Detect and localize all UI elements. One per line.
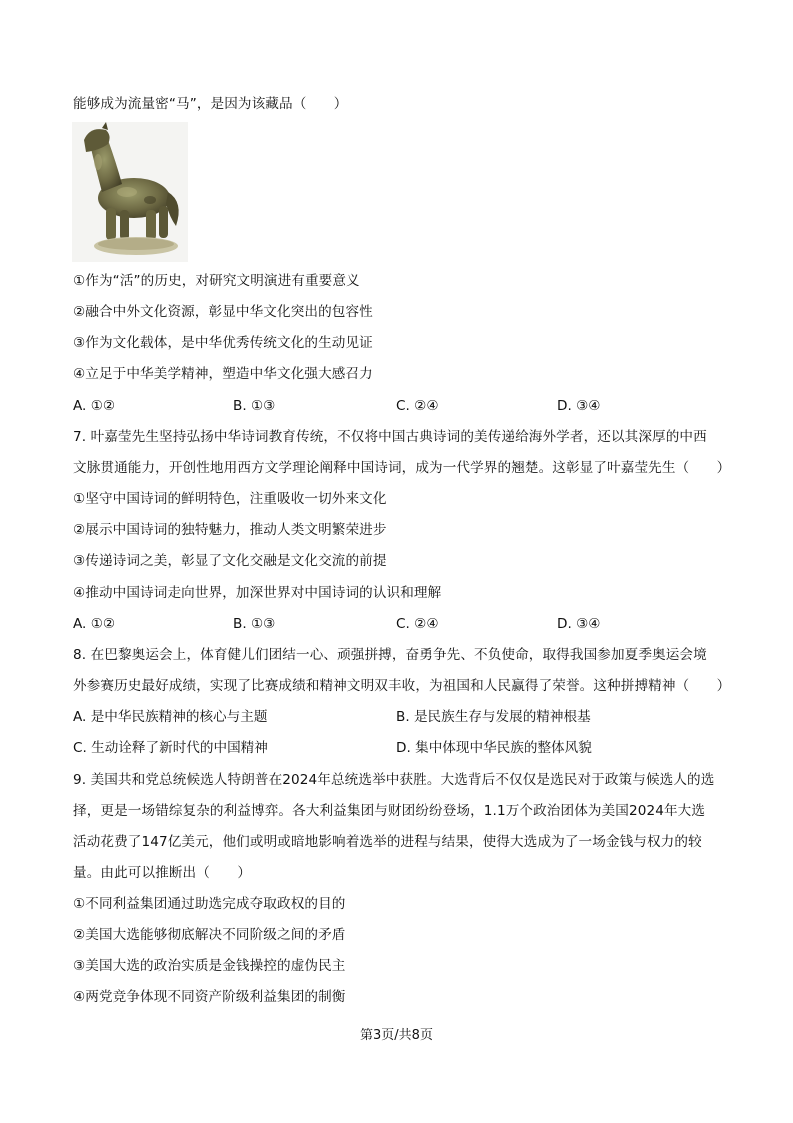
q7-option-c[interactable]: C. ②④	[396, 616, 439, 632]
q9-stem-line-1: 9. 美国共和党总统候选人特朗普在2024年总统选举中获胜。大选背后不仅仅是选民对于政策与候选人的选	[73, 772, 715, 788]
page-number: 第3页/共8页	[360, 1028, 433, 1043]
q7-option-d[interactable]: D. ③④	[557, 616, 601, 632]
q9-stem-line-2: 择，更是一场错综复杂的利益博弈。各大利益集团与财团纷纷登场，1.1万个政治团体为美国2024年大选	[73, 803, 706, 819]
q8-option-a[interactable]: A. 是中华民族精神的核心与主题	[73, 709, 268, 725]
q9-statement-3: ③美国大选的政治实质是金钱操控的虚伪民主	[73, 958, 346, 974]
q6-statement-4: ④立足于中华美学精神，塑造中华文化强大感召力	[73, 366, 373, 382]
q7-stem-line-1: 7. 叶嘉莹先生坚持弘扬中华诗词教育传统，不仅将中国古典诗词的美传递给海外学者，还以其深厚的中西	[73, 429, 707, 445]
jade-horse-image	[72, 122, 188, 262]
q9-statement-2: ②美国大选能够彻底解决不同阶级之间的矛盾	[73, 927, 346, 943]
q7-option-a[interactable]: A. ①②	[73, 616, 116, 632]
q6-option-b[interactable]: B. ①③	[233, 398, 276, 414]
q9-stem-line-3: 活动花费了147亿美元，他们或明或暗地影响着选举的进程与结果，使得大选成为了一场金钱与权力的较	[73, 834, 702, 850]
q8-option-b[interactable]: B. 是民族生存与发展的精神根基	[396, 709, 591, 725]
q7-statement-4: ④推动中国诗词走向世界，加深世界对中国诗词的认识和理解	[73, 585, 442, 601]
q6-option-c[interactable]: C. ②④	[396, 398, 439, 414]
q9-statement-4: ④两党竞争体现不同资产阶级利益集团的制衡	[73, 989, 346, 1005]
q8-stem-line-2: 外参赛历史最好成绩，实现了比赛成绩和精神文明双丰收，为祖国和人民赢得了荣誉。这种拼搏精神（ ）	[73, 678, 731, 694]
q9-statement-1: ①不同利益集团通过助选完成夺取政权的目的	[73, 896, 346, 912]
q6-option-d[interactable]: D. ③④	[557, 398, 601, 414]
q8-stem-line-1: 8. 在巴黎奥运会上，体育健儿们团结一心、顽强拼搏，奋勇争先、不负使命，取得我国参加夏季奥运会境	[73, 647, 707, 663]
q6-stem: 能够成为流量密“马”，是因为该藏品（ ）	[73, 96, 348, 112]
q8-option-c[interactable]: C. 生动诠释了新时代的中国精神	[73, 740, 268, 756]
q7-stem-line-2: 文脉贯通能力，开创性地用西方文学理论阐释中国诗词，成为一代学界的翘楚。这彰显了叶嘉莹先生（ ）	[73, 460, 731, 476]
q6-statement-2: ②融合中外文化资源，彰显中华文化突出的包容性	[73, 304, 373, 320]
q9-stem-line-4: 量。由此可以推断出（ ）	[73, 865, 252, 881]
q8-option-d[interactable]: D. 集中体现中华民族的整体风貌	[396, 740, 592, 756]
q7-statement-2: ②展示中国诗词的独特魅力，推动人类文明繁荣进步	[73, 522, 387, 538]
q7-option-b[interactable]: B. ①③	[233, 616, 276, 632]
q6-option-a[interactable]: A. ①②	[73, 398, 116, 414]
q6-statement-1: ①作为“活”的历史，对研究文明演进有重要意义	[73, 273, 360, 289]
q6-statement-3: ③作为文化载体，是中华优秀传统文化的生动见证	[73, 335, 373, 351]
q7-statement-3: ③传递诗词之美，彰显了文化交融是文化交流的前提	[73, 553, 387, 569]
q7-statement-1: ①坚守中国诗词的鲜明特色，注重吸收一切外来文化	[73, 491, 387, 507]
jade-horse-icon	[72, 122, 188, 262]
